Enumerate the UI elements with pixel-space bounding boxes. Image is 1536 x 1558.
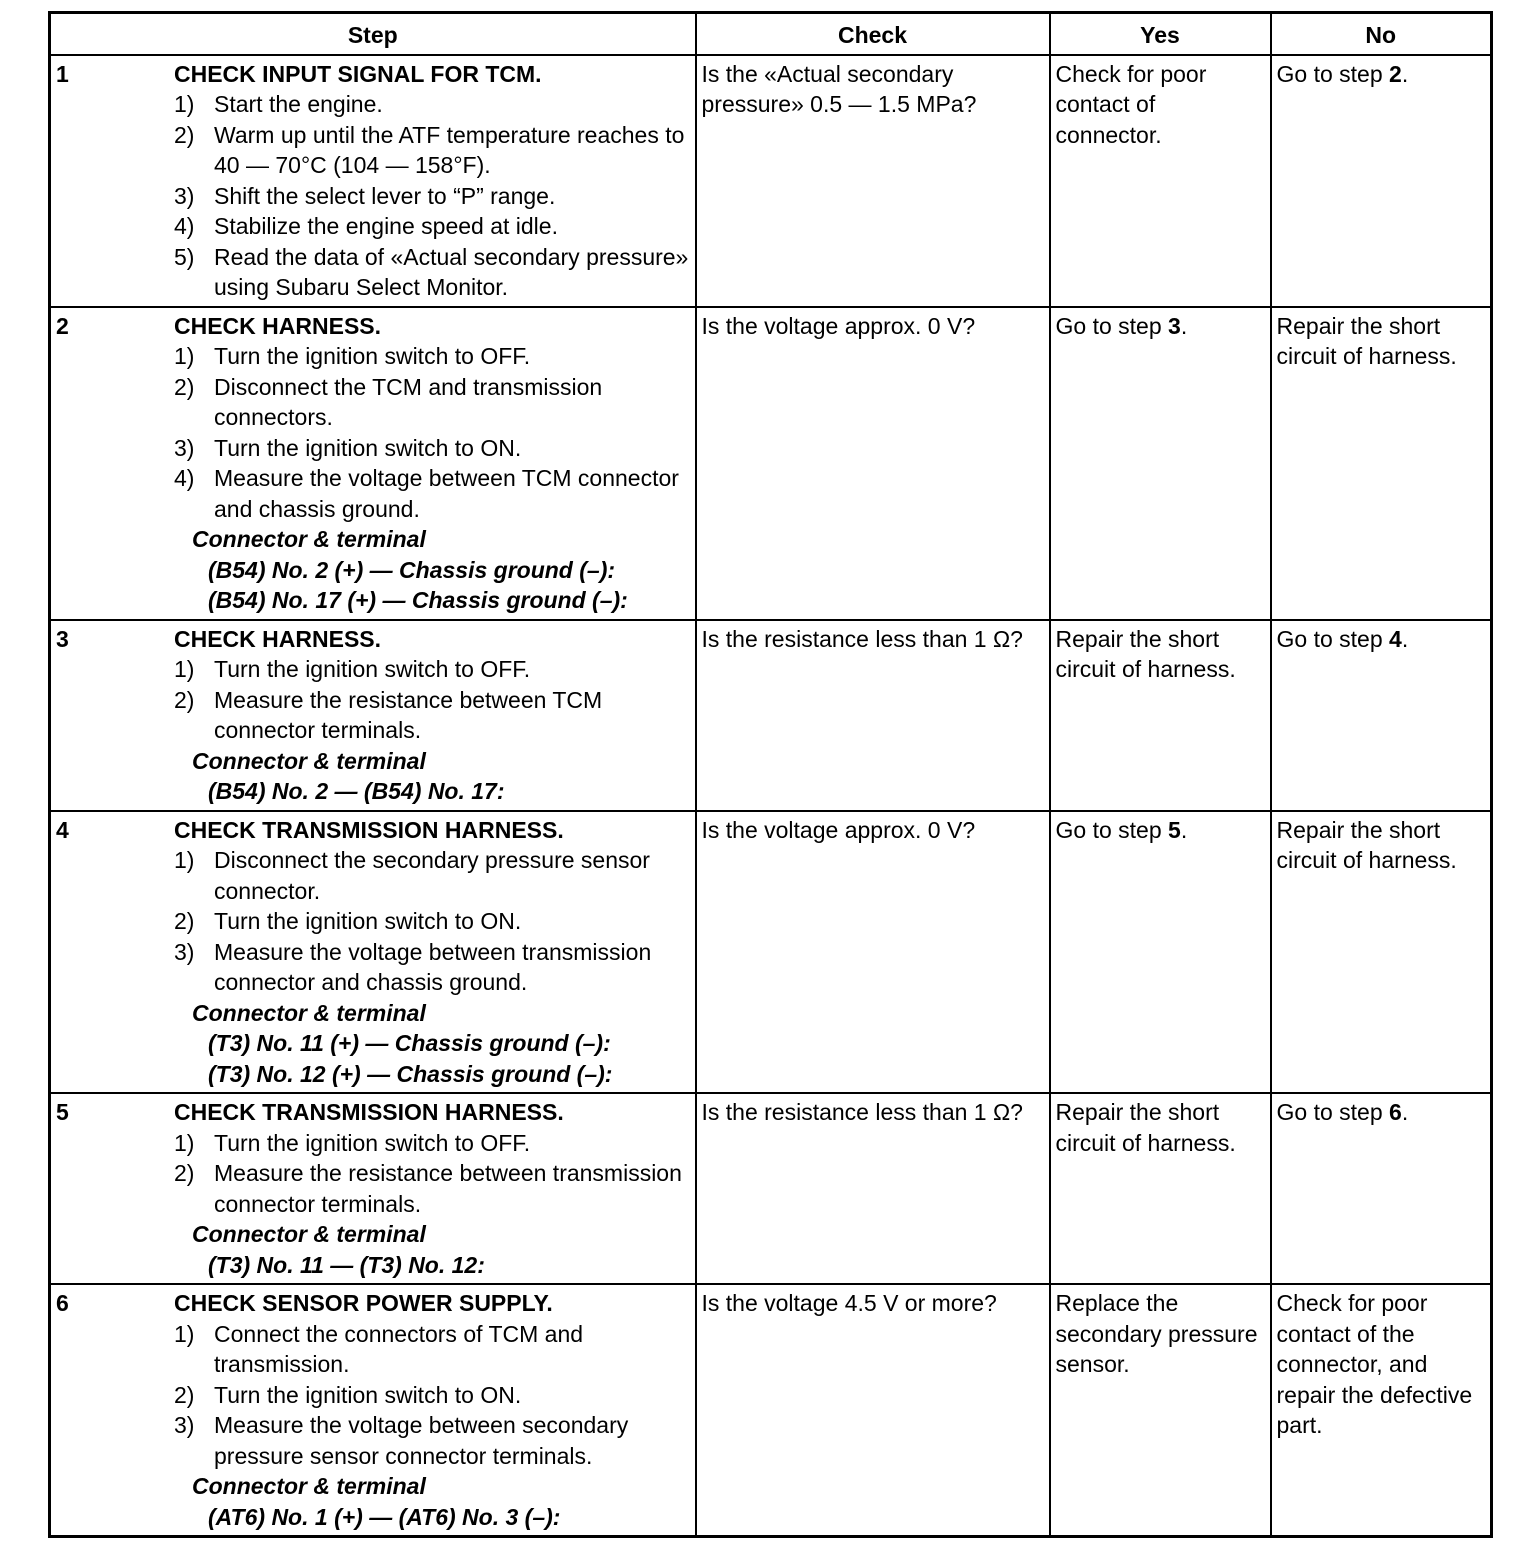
procedure-text: Turn the ignition switch to ON.	[214, 908, 522, 934]
step-title: CHECK TRANSMISSION HARNESS.	[174, 816, 564, 843]
header-row	[50, 13, 1492, 55]
procedure-item	[174, 1128, 690, 1159]
goto-punctuation: .	[1401, 625, 1409, 652]
step-title: CHECK SENSOR POWER SUPPLY.	[174, 1290, 553, 1316]
connector-terminal-heading: Connector & terminal	[192, 1221, 426, 1247]
header-step: Step	[50, 13, 696, 55]
step-number: 3	[56, 625, 69, 652]
procedure-number: 1)	[174, 656, 195, 682]
check-cell: Is the resistance less than 1 Ω?	[696, 620, 1050, 811]
procedure-text: Turn the ignition switch to ON.	[214, 1381, 522, 1408]
goto-punctuation: .	[1401, 1099, 1409, 1125]
yes-cell	[1050, 811, 1271, 1094]
table-row	[50, 307, 1492, 620]
connector-terminal-spec: (T3) No. 11 — (T3) No. 12:	[208, 1251, 485, 1278]
procedure-number: 1)	[174, 1129, 195, 1156]
procedure-item	[174, 211, 690, 242]
yes-cell: Replace the secondary pressure sensor.	[1050, 1284, 1271, 1537]
goto-text: Go to step	[1276, 60, 1390, 87]
no-cell	[1271, 620, 1492, 811]
table-row	[50, 1093, 1492, 1284]
step-cell	[50, 620, 696, 811]
table-row	[50, 811, 1492, 1094]
step-number: 5	[56, 1099, 69, 1125]
goto-punctuation: .	[1180, 312, 1188, 339]
procedure-number: 2)	[174, 1160, 195, 1186]
procedure-text: Start the engine.	[214, 91, 383, 117]
procedure-number: 3)	[174, 1412, 195, 1438]
header-no: No	[1271, 13, 1492, 55]
connector-terminal-spec: (AT6) No. 1 (+) — (AT6) No. 3 (–):	[208, 1503, 561, 1530]
procedure-item	[174, 937, 690, 998]
connector-terminal-heading: Connector & terminal	[192, 747, 426, 774]
procedure-number: 3)	[174, 434, 195, 461]
procedure-text: Turn the ignition switch to OFF.	[214, 1129, 531, 1156]
procedure-item	[174, 89, 690, 120]
table-row	[50, 55, 1492, 307]
procedure-number: 5)	[174, 243, 195, 270]
procedure-number: 3)	[174, 938, 195, 965]
step-title: CHECK INPUT SIGNAL FOR TCM.	[174, 60, 542, 87]
check-cell: Is the «Actual secondary pressure» 0.5 — 1.5 MPa?	[696, 55, 1050, 307]
connector-terminal-heading: Connector & terminal	[192, 526, 426, 552]
procedure-text: Measure the voltage between secondary pressure sensor connector terminals.	[214, 1412, 629, 1469]
step-number: 6	[56, 1290, 69, 1316]
yes-cell	[1050, 307, 1271, 620]
goto-text: Go to step	[1055, 312, 1169, 339]
goto-text: Go to step	[1276, 1099, 1390, 1125]
step-number: 2	[56, 312, 69, 339]
procedure-item	[174, 341, 690, 372]
connector-terminal-spec: (T3) No. 11 (+) — Chassis ground (–):	[208, 1030, 611, 1056]
step-number: 4	[56, 816, 69, 843]
step-title: CHECK HARNESS.	[174, 312, 382, 339]
procedure-item	[174, 181, 690, 212]
goto-step-reference: 3	[1168, 312, 1181, 339]
goto-text: Go to step	[1276, 625, 1390, 652]
goto-punctuation: .	[1401, 60, 1409, 87]
check-cell: Is the voltage approx. 0 V?	[696, 307, 1050, 620]
procedure-number: 2)	[174, 373, 195, 400]
procedure-item	[174, 433, 690, 464]
connector-terminal-spec: (B54) No. 2 — (B54) No. 17:	[208, 778, 505, 804]
goto-step-reference: 6	[1389, 1099, 1402, 1125]
procedure-number: 1)	[174, 91, 195, 117]
step-title: CHECK TRANSMISSION HARNESS.	[174, 1099, 564, 1125]
step-cell	[50, 811, 696, 1094]
yes-cell: Repair the short circuit of harness.	[1050, 620, 1271, 811]
procedure-number: 2)	[174, 121, 195, 148]
procedure-text: Measure the resistance between TCM connector terminals.	[214, 686, 603, 743]
table-row	[50, 1284, 1492, 1537]
no-cell	[1271, 55, 1492, 307]
procedure-number: 1)	[174, 1320, 195, 1347]
procedure-text: Warm up until the ATF temperature reaches to 40 — 70°C (104 — 158°F).	[214, 121, 685, 178]
procedure-number: 2)	[174, 686, 195, 713]
procedure-text: Disconnect the TCM and transmission connectors.	[214, 373, 603, 430]
procedure-item	[174, 1158, 690, 1219]
procedure-text: Measure the resistance between transmission connector terminals.	[214, 1160, 682, 1217]
no-cell: Check for poor contact of the connector, and repair the defective part.	[1271, 1284, 1492, 1537]
procedure-text: Turn the ignition switch to OFF.	[214, 656, 531, 682]
goto-step-reference: 2	[1389, 60, 1402, 87]
procedure-text: Measure the voltage between TCM connector and chassis ground.	[214, 465, 679, 522]
check-cell: Is the voltage approx. 0 V?	[696, 811, 1050, 1094]
procedure-text: Connect the connectors of TCM and transmission.	[214, 1320, 584, 1377]
diagnosis-table	[48, 11, 1493, 1538]
procedure-number: 4)	[174, 465, 195, 491]
goto-text: Go to step	[1055, 816, 1169, 843]
header-yes: Yes	[1050, 13, 1271, 55]
no-cell: Repair the short circuit of harness.	[1271, 307, 1492, 620]
connector-terminal-heading: Connector & terminal	[192, 1473, 426, 1499]
procedure-item	[174, 463, 690, 524]
table-row	[50, 620, 1492, 811]
procedure-item	[174, 242, 690, 303]
step-cell	[50, 1284, 696, 1537]
procedure-text: Turn the ignition switch to OFF.	[214, 343, 531, 369]
connector-terminal-spec: (B54) No. 2 (+) — Chassis ground (–):	[208, 556, 616, 583]
connector-terminal-spec: (B54) No. 17 (+) — Chassis ground (–):	[208, 587, 628, 613]
yes-cell: Check for poor contact of connector.	[1050, 55, 1271, 307]
procedure-number: 4)	[174, 213, 195, 239]
step-cell	[50, 307, 696, 620]
goto-step-reference: 4	[1389, 625, 1402, 652]
procedure-text: Turn the ignition switch to ON.	[214, 434, 522, 461]
procedure-text: Stabilize the engine speed at idle.	[214, 213, 558, 239]
no-cell: Repair the short circuit of harness.	[1271, 811, 1492, 1094]
procedure-item	[174, 1319, 690, 1380]
procedure-number: 1)	[174, 847, 195, 873]
header-check: Check	[696, 13, 1050, 55]
procedure-text: Shift the select lever to “P” range.	[214, 182, 556, 209]
step-title: CHECK HARNESS.	[174, 625, 382, 652]
check-cell: Is the voltage 4.5 V or more?	[696, 1284, 1050, 1537]
step-cell	[50, 55, 696, 307]
procedure-number: 2)	[174, 1381, 195, 1408]
yes-cell: Repair the short circuit of harness.	[1050, 1093, 1271, 1284]
procedure-item	[174, 845, 690, 906]
connector-terminal-spec: (T3) No. 12 (+) — Chassis ground (–):	[208, 1060, 613, 1087]
procedure-item	[174, 372, 690, 433]
step-cell	[50, 1093, 696, 1284]
goto-step-reference: 5	[1168, 816, 1181, 843]
connector-terminal-heading: Connector & terminal	[192, 999, 426, 1026]
procedure-item	[174, 1410, 690, 1471]
procedure-item	[174, 906, 690, 937]
step-number: 1	[56, 60, 69, 87]
procedure-text: Measure the voltage between transmission connector and chassis ground.	[214, 938, 652, 995]
procedure-item	[174, 120, 690, 181]
no-cell	[1271, 1093, 1492, 1284]
procedure-item	[174, 654, 690, 685]
procedure-number: 2)	[174, 908, 195, 934]
procedure-text: Read the data of «Actual secondary pressure» using Subaru Select Monitor.	[214, 243, 689, 300]
procedure-item	[174, 1380, 690, 1411]
procedure-number: 1)	[174, 343, 195, 369]
procedure-item	[174, 685, 690, 746]
check-cell: Is the resistance less than 1 Ω?	[696, 1093, 1050, 1284]
procedure-text: Disconnect the secondary pressure sensor connector.	[214, 847, 650, 904]
goto-punctuation: .	[1180, 816, 1188, 843]
procedure-number: 3)	[174, 182, 195, 209]
